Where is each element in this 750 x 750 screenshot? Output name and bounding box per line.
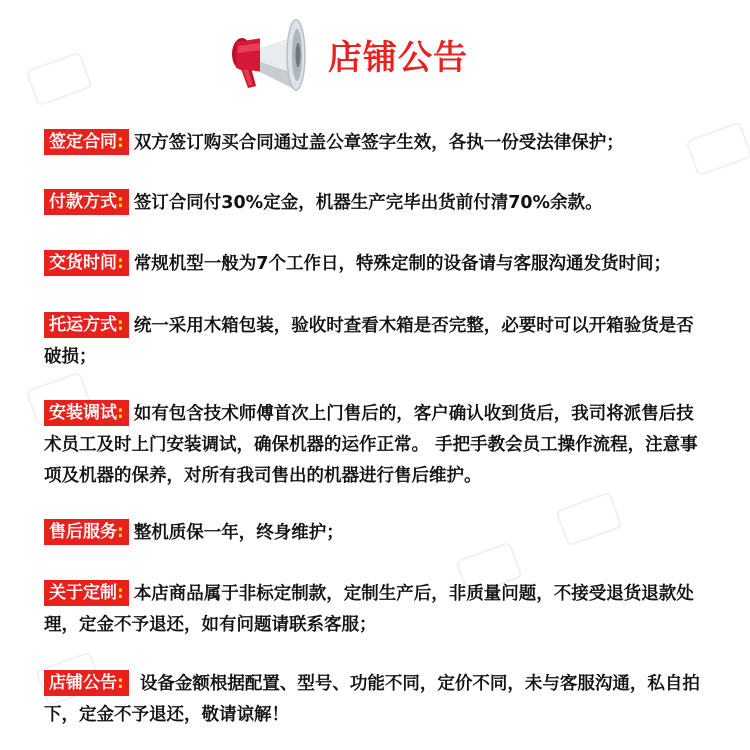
notice-label-colon: : — [117, 315, 124, 335]
notice-item-after-sales — [44, 518, 344, 549]
notice-label-colon: : — [117, 132, 124, 152]
notice-header — [0, 8, 750, 118]
notice-item-shop-announcement — [44, 669, 704, 731]
notice-label-text: 安装调试 — [49, 403, 117, 423]
notice-item-installation — [44, 399, 704, 492]
notice-label — [44, 519, 129, 545]
notice-label-colon: : — [117, 253, 124, 273]
notice-label-text: 付款方式 — [49, 192, 117, 212]
notice-text: 整机质保一年，终身维护； — [133, 523, 344, 543]
notice-text: 本店商品属于非标定制款，定制生产后，非质量问题，不接受退货退款处理，定金不予退还，如有问题请联系客服； — [44, 584, 694, 635]
notice-text: 统一采用木箱包装，验收时查看木箱是否完整，必要时可以开箱验货是否破损； — [44, 316, 694, 367]
notice-label — [44, 312, 129, 338]
page-title: 店铺公告 — [328, 38, 468, 78]
notice-item-customization — [44, 579, 704, 641]
notice-label-text: 交货时间 — [49, 253, 117, 273]
notice-label-colon: : — [117, 403, 124, 423]
watermark-badge — [555, 491, 622, 547]
notice-item-payment — [44, 188, 603, 219]
notice-label-text: 签定合同 — [49, 132, 117, 152]
notice-item-delivery — [44, 249, 671, 280]
notice-text: 设备金额根据配置、型号、功能不同，定价不同，未与客服沟通，私自拍下，定金不予退还，敬请谅解！ — [44, 674, 700, 725]
notice-label — [44, 400, 129, 426]
watermark-badge — [685, 121, 750, 177]
notice-item-contract — [44, 128, 624, 159]
notice-label-colon: : — [117, 673, 124, 693]
notice-label-colon: : — [117, 522, 124, 542]
notice-text: 如有包含技术师傅首次上门售后的，客户确认收到货后，我司将派售后技术员工及时上门安装调试，确保机器的运作正常。 手把手教会员工操作流程，注意事项及机器的保养，对所有我司售出的机器进行售后维护。 — [44, 404, 698, 486]
notice-label — [44, 670, 129, 696]
notice-label-text: 关于定制 — [49, 583, 117, 603]
notice-item-shipping — [44, 311, 704, 373]
notice-label-text: 托运方式 — [49, 315, 117, 335]
notice-label-colon: : — [117, 192, 124, 212]
notice-label — [44, 129, 129, 155]
notice-label — [44, 189, 129, 215]
megaphone-icon — [222, 16, 312, 96]
notice-text: 双方签订购买合同通过盖公章签字生效，各执一份受法律保护； — [133, 133, 624, 153]
notice-label — [44, 580, 129, 606]
notice-label-text: 售后服务 — [49, 522, 117, 542]
notice-text: 签订合同付30%定金，机器生产完毕出货前付清70%余款。 — [133, 193, 603, 213]
notice-label-text: 店铺公告 — [49, 673, 117, 693]
notice-text: 常规机型一般为7个工作日，特殊定制的设备请与客服沟通发货时间； — [133, 254, 671, 274]
notice-label — [44, 250, 129, 276]
notice-label-colon: : — [117, 583, 124, 603]
